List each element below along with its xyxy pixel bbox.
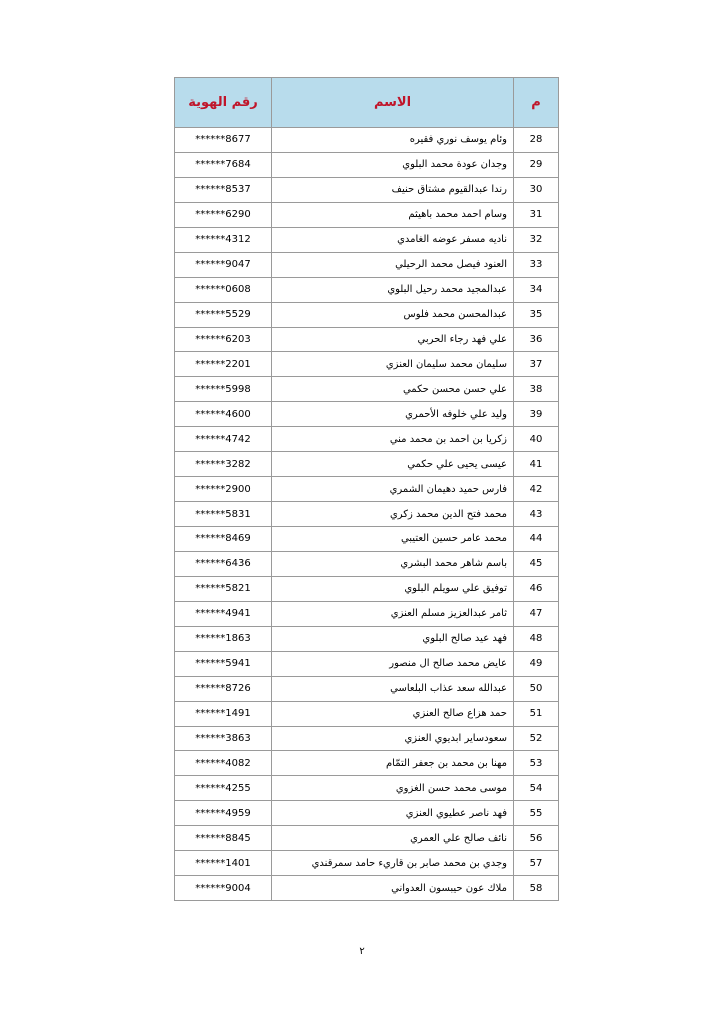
row-name: موسى محمد حسن الغزوي <box>272 776 514 801</box>
row-name: محمد عامر حسين العتيبي <box>272 527 514 552</box>
row-id: ******8726 <box>175 676 272 701</box>
row-id: ******8677 <box>175 128 272 153</box>
row-number: 35 <box>514 302 559 327</box>
row-id: ******6203 <box>175 327 272 352</box>
table-body <box>175 128 559 901</box>
header-number: م <box>514 78 559 128</box>
row-name: مهنا بن محمد بن جعفر التمّام <box>272 751 514 776</box>
row-id: ******8537 <box>175 177 272 202</box>
row-number: 49 <box>514 651 559 676</box>
table-row <box>175 701 559 726</box>
row-id: ******5529 <box>175 302 272 327</box>
row-name: نائف صالح علي العمري <box>272 826 514 851</box>
row-name: ناديه مسفر عوضه الغامدي <box>272 227 514 252</box>
row-number: 58 <box>514 876 559 901</box>
row-id: ******1401 <box>175 851 272 876</box>
row-name: ثامر عبدالعزيز مسلم العنزي <box>272 601 514 626</box>
row-name: باسم شاهر محمد البشري <box>272 551 514 576</box>
row-number: 38 <box>514 377 559 402</box>
row-id: ******3282 <box>175 452 272 477</box>
row-id: ******9004 <box>175 876 272 901</box>
row-number: 39 <box>514 402 559 427</box>
row-number: 46 <box>514 576 559 601</box>
table-row <box>175 726 559 751</box>
row-id: ******6436 <box>175 551 272 576</box>
row-id: ******5941 <box>175 651 272 676</box>
table-row <box>175 327 559 352</box>
row-number: 55 <box>514 801 559 826</box>
table-row <box>175 676 559 701</box>
table-row <box>175 452 559 477</box>
names-table-container <box>174 77 558 901</box>
names-table <box>174 77 559 901</box>
table-row <box>175 227 559 252</box>
table-row <box>175 576 559 601</box>
row-id: ******4600 <box>175 402 272 427</box>
table-row <box>175 152 559 177</box>
row-name: سليمان محمد سليمان العنزي <box>272 352 514 377</box>
table-row <box>175 477 559 502</box>
table-row <box>175 826 559 851</box>
row-id: ******1863 <box>175 626 272 651</box>
row-id: ******9047 <box>175 252 272 277</box>
row-id: ******1491 <box>175 701 272 726</box>
table-row <box>175 651 559 676</box>
table-row <box>175 751 559 776</box>
row-number: 44 <box>514 527 559 552</box>
table-header-row <box>175 78 559 128</box>
row-id: ******0608 <box>175 277 272 302</box>
row-number: 45 <box>514 551 559 576</box>
row-name: عايض محمد صالح ال منصور <box>272 651 514 676</box>
row-name: فارس حميد دهيمان الشمري <box>272 477 514 502</box>
row-number: 31 <box>514 202 559 227</box>
row-name: عبدالمجيد محمد رحيل البلوي <box>272 277 514 302</box>
row-number: 33 <box>514 252 559 277</box>
table-row <box>175 252 559 277</box>
row-number: 50 <box>514 676 559 701</box>
row-id: ******6290 <box>175 202 272 227</box>
table-row <box>175 851 559 876</box>
row-id: ******5821 <box>175 576 272 601</box>
table-row <box>175 352 559 377</box>
row-name: وجدان عودة محمد البلوي <box>272 152 514 177</box>
row-number: 40 <box>514 427 559 452</box>
row-name: فهد ناصر عطيوي العنزي <box>272 801 514 826</box>
table-row <box>175 527 559 552</box>
row-name: توفيق علي سويلم البلوي <box>272 576 514 601</box>
row-number: 29 <box>514 152 559 177</box>
table-row <box>175 302 559 327</box>
row-number: 51 <box>514 701 559 726</box>
table-row <box>175 177 559 202</box>
row-id: ******3863 <box>175 726 272 751</box>
row-name: وجدي بن محمد صابر بن قاريء حامد سمرقندي <box>272 851 514 876</box>
row-id: ******2900 <box>175 477 272 502</box>
row-id: ******7684 <box>175 152 272 177</box>
table-row <box>175 128 559 153</box>
table-row <box>175 277 559 302</box>
row-id: ******4742 <box>175 427 272 452</box>
row-number: 30 <box>514 177 559 202</box>
row-number: 53 <box>514 751 559 776</box>
table-row <box>175 601 559 626</box>
row-name: وسام احمد محمد باهيثم <box>272 202 514 227</box>
row-name: رندا عبدالقيوم مشتاق حنيف <box>272 177 514 202</box>
row-number: 57 <box>514 851 559 876</box>
row-number: 32 <box>514 227 559 252</box>
row-name: عبدالمحسن محمد فلوس <box>272 302 514 327</box>
row-name: فهد عيد صالح البلوي <box>272 626 514 651</box>
row-number: 36 <box>514 327 559 352</box>
row-number: 54 <box>514 776 559 801</box>
row-name: وئام يوسف نوري فقيره <box>272 128 514 153</box>
row-id: ******4941 <box>175 601 272 626</box>
row-name: عبدالله سعد عذاب البلعاسي <box>272 676 514 701</box>
row-name: علي حسن محسن حكمي <box>272 377 514 402</box>
row-number: 52 <box>514 726 559 751</box>
row-id: ******4255 <box>175 776 272 801</box>
row-name: ملاك عون حيبسون العدواني <box>272 876 514 901</box>
row-id: ******4312 <box>175 227 272 252</box>
row-id: ******5998 <box>175 377 272 402</box>
row-name: عيسى يحيى علي حكمي <box>272 452 514 477</box>
row-id: ******4082 <box>175 751 272 776</box>
row-name: حمد هزاع صالح العنزي <box>272 701 514 726</box>
row-number: 37 <box>514 352 559 377</box>
row-id: ******5831 <box>175 502 272 527</box>
table-row <box>175 876 559 901</box>
row-id: ******4959 <box>175 801 272 826</box>
table-row <box>175 202 559 227</box>
table-row <box>175 427 559 452</box>
row-name: وليد علي خلوفه الأحمري <box>272 402 514 427</box>
row-name: علي فهد رجاء الحربي <box>272 327 514 352</box>
table-row <box>175 402 559 427</box>
table-row <box>175 626 559 651</box>
row-id: ******8845 <box>175 826 272 851</box>
row-number: 47 <box>514 601 559 626</box>
table-row <box>175 377 559 402</box>
row-name: العنود فيصل محمد الرحيلي <box>272 252 514 277</box>
table-row <box>175 502 559 527</box>
page-number: ٢ <box>359 946 365 957</box>
row-number: 42 <box>514 477 559 502</box>
table-row <box>175 551 559 576</box>
row-name: سعودساير ابديوي العنزي <box>272 726 514 751</box>
row-name: محمد فتح الدين محمد زكري <box>272 502 514 527</box>
table-row <box>175 776 559 801</box>
row-id: ******2201 <box>175 352 272 377</box>
table-row <box>175 801 559 826</box>
row-number: 56 <box>514 826 559 851</box>
row-name: زكريا بن احمد بن محمد مني <box>272 427 514 452</box>
header-id: رقم الهوية <box>175 78 272 128</box>
row-number: 48 <box>514 626 559 651</box>
header-name: الاسم <box>272 78 514 128</box>
row-id: ******8469 <box>175 527 272 552</box>
row-number: 34 <box>514 277 559 302</box>
row-number: 41 <box>514 452 559 477</box>
row-number: 43 <box>514 502 559 527</box>
row-number: 28 <box>514 128 559 153</box>
